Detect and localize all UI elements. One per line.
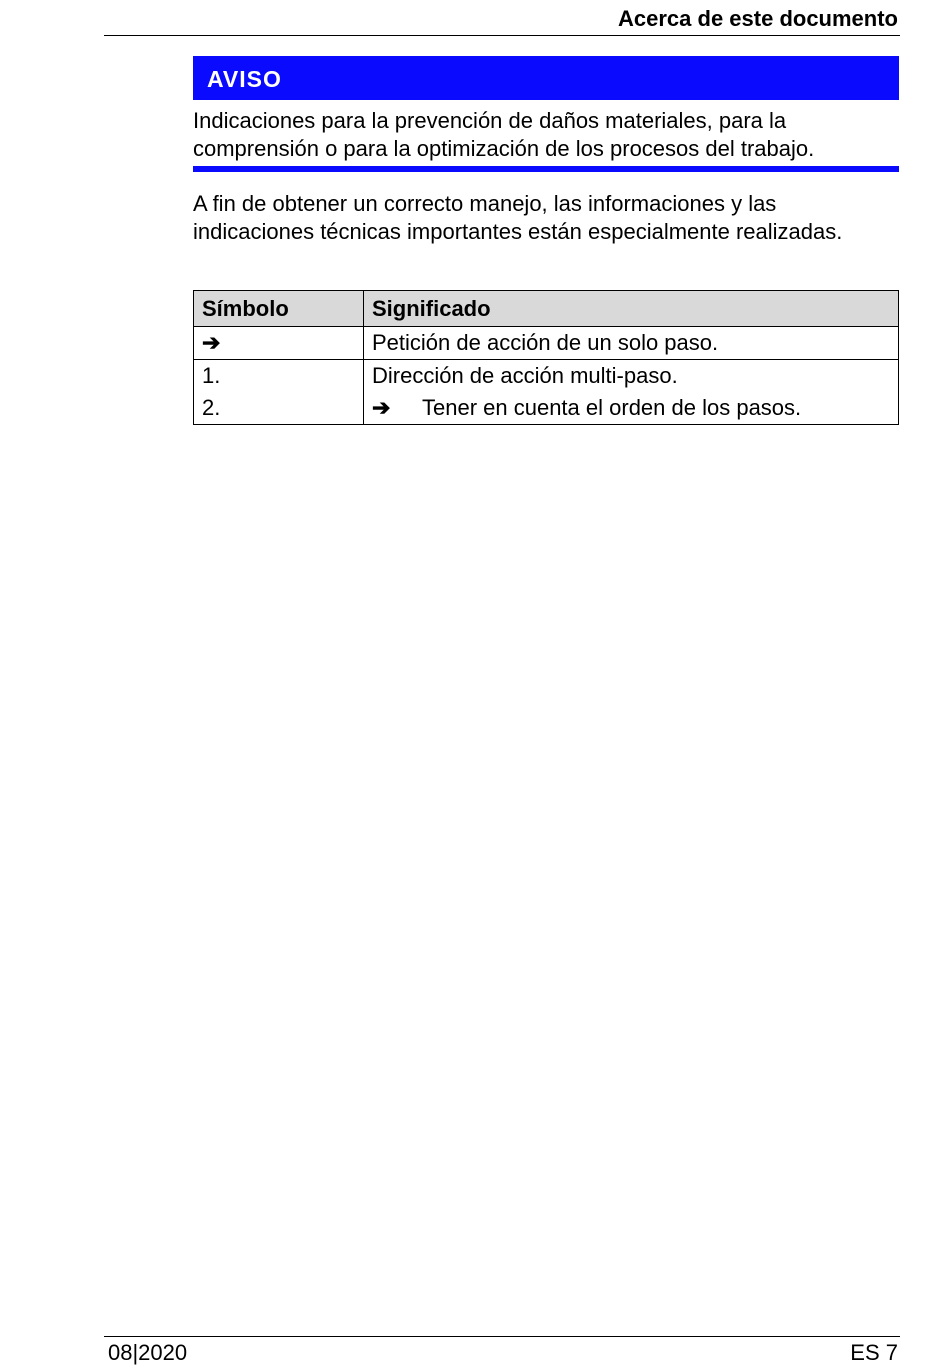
table-cell-meaning [364, 360, 899, 425]
table-row [194, 360, 899, 425]
table-header-meaning: Significado [364, 291, 899, 327]
footer-page-number: ES 7 [850, 1340, 898, 1365]
header-divider [104, 35, 900, 36]
table-cell-symbol [194, 360, 364, 425]
notice-banner [193, 56, 899, 100]
table-row [194, 327, 899, 360]
notice-text: Indicaciones para la prevención de daños materiales, para la comprensión o para la optimización de los procesos del trabajo. [193, 108, 815, 161]
notice-bottom-rule [193, 166, 899, 172]
multi-step-hint-text: Tener en cuenta el orden de los pasos. [422, 395, 802, 420]
step-number-2: 2. [202, 395, 221, 420]
step-number-1: 1. [202, 363, 221, 388]
table-cell-meaning: Petición de acción de un solo paso. [364, 327, 899, 360]
intro-paragraph: A fin de obtener un correcto manejo, las informaciones y las indicaciones técnicas importantes están especialmente realizadas. [193, 191, 843, 244]
notice-label: AVISO [207, 66, 282, 92]
footer-date: 08|2020 [108, 1340, 188, 1365]
table-header-row [194, 291, 899, 327]
symbol-table [193, 290, 899, 425]
arrow-right-icon: ➔ [372, 395, 391, 420]
page-header-title: Acerca de este documento [618, 6, 898, 31]
table-cell-symbol [194, 327, 364, 360]
table-header-symbol: Símbolo [194, 291, 364, 327]
multi-step-hint [372, 392, 890, 424]
footer-divider [104, 1336, 900, 1337]
arrow-right-icon: ➔ [202, 330, 221, 355]
multi-step-description: Dirección de acción multi-paso. [372, 363, 678, 388]
